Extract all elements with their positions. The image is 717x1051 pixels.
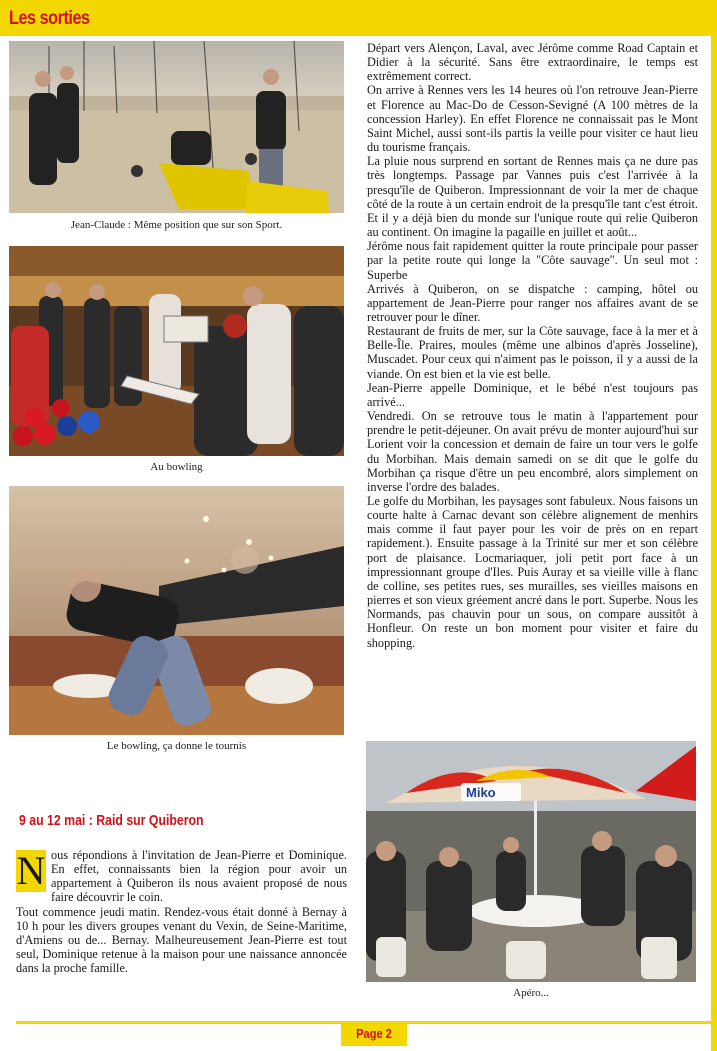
photo-sand-yacht xyxy=(9,41,344,213)
bowling-group-image xyxy=(9,246,344,456)
photo-caption: Apéro... xyxy=(513,987,549,999)
article-paragraph: Tout commence jeudi matin. Rendez-vous était donné à Bernay à 10 h pour les divers groupes venant du Vexin, de Seine-Maritime, d'Amiens ou de... Bernay. Malheureusement Jean-Pierre est tout seul, Dominique retenue à la maison pour une naissance annoncée dans la proche famille. xyxy=(16,904,347,976)
article-paragraph: Restaurant de fruits de mer, sur la Côte sauvage, face à la mer et à Belle-Île. Praires, moules (même une albinos d'après Josseline), Muscadet. Pour ceux qui n'aiment pas le poisson, il y a aussi de la viande. On est bien et la vie est belle. xyxy=(367,324,698,381)
apero-image xyxy=(366,741,696,982)
article-left-column xyxy=(16,848,347,975)
article-paragraph: Vendredi. On se retrouve tous le matin à l'appartement pour prendre le petit-déjeuner. On avait prévu de monter aujourd'hui sur Lorient voir la concession et demain de faire un tour vers le golfe du Morbihan. Mais demain samedi on se dit que le golfe du Morbihan ça risque d'être un peu encombré, alors simplement on inverse l'ordre des balades. xyxy=(367,409,698,494)
photo-caption: Le bowling, ça donne le tournis xyxy=(106,740,247,752)
header-bar xyxy=(0,0,711,36)
bowler-image xyxy=(9,486,344,735)
article-paragraph: Arrivés à Quiberon, on se dispatche : camping, hôtel ou appartement de Jean-Pierre pour ranger nos affaires avant de se retrouver pour le dîner. xyxy=(367,281,698,324)
article-paragraph: ous répondions à l'invitation de Jean-Pierre et Dominique. En effet, connaissants bien la région pour avoir un appartement à Quiberon ils nous avaient proposé de nous faire découvrir le coin. xyxy=(51,848,347,905)
article-paragraph: Jérôme nous fait rapidement quitter la route principale pour passer par la petite route qui longe la "Côte sauvage". Un seul mot : Superbe xyxy=(367,239,698,282)
article-title: 9 au 12 mai : Raid sur Quiberon xyxy=(19,812,204,829)
article-paragraph: On arrive à Rennes vers les 14 heures où l'on retrouve Jean-Pierre et Florence au Mac-Do de Cesson-Sevigné (A 100 mètres de la concession Harley). En effet Florence ne connaissait pas le Mont Saint Michel, aussi sont-ils partis la veille pour visiter ce haut lieu du tourisme français. xyxy=(367,83,698,155)
photo-caption: Jean-Claude : Même position que sur son Sport. xyxy=(70,219,283,231)
article-right-column xyxy=(367,41,698,650)
article-paragraph: Le golfe du Morbihan, les paysages sont fabuleux. Nous faisons un courte halte à Carnac devant son célèbre alignement de menhirs mais comme il faut payer pour les voir de près on en repart rapidement.). Ensuite passage à la Trinité sur mer et son célèbre port de plaisance. Locmariaquer, joli petit port face à un impressionnant groupe d'Iles. Puis Auray et sa vieille ville à flanc de colline, ses petites rues, ses murailles, ses vieilles maisons en pierres et son vieux gréement ancré dans le port. Superbe. Nous les Normands, pas chauvin pour un sous, on compare aussitôt à Honfleur. On reste un bon moment pour visiter et faire du shopping. xyxy=(367,494,698,650)
page-border xyxy=(711,0,717,1051)
umbrella-logo: Miko xyxy=(466,785,496,800)
page-number-tab xyxy=(341,1021,407,1046)
page-title: Les sorties xyxy=(9,8,90,29)
sand-yacht-image xyxy=(9,41,344,213)
photo-bowling-group xyxy=(9,246,344,456)
article-paragraph: Jean-Pierre appelle Dominique, et le bébé n'est toujours pas arrivé... xyxy=(367,380,698,409)
drop-cap: N xyxy=(16,848,46,893)
photo-bowler xyxy=(9,486,344,735)
article-paragraph: La pluie nous surprend en sortant de Rennes mais ça ne dure pas très longtemps. Passage par Vannes puis c'est l'arrivée à la presqu'île de Quiberon. Impressionnant de voir la mer de chaque côté de la route à un certain endroit de la presqu'île tant c'est étroit. Et il y a déjà bien du monde sur l'unique route qui relie Quiberon au continent. On imagine la pagaille en juillet et août... xyxy=(367,154,698,240)
photo-caption: Au bowling xyxy=(150,461,203,473)
article-intro xyxy=(16,848,347,905)
article-paragraph: Départ vers Alençon, Laval, avec Jérôme comme Road Captain et Didier à la sécurité. Sans être extraordinaire, le temps est extrêmement correct. xyxy=(367,41,698,84)
page-number: Page 2 xyxy=(356,1026,392,1041)
photo-apero xyxy=(366,741,696,982)
